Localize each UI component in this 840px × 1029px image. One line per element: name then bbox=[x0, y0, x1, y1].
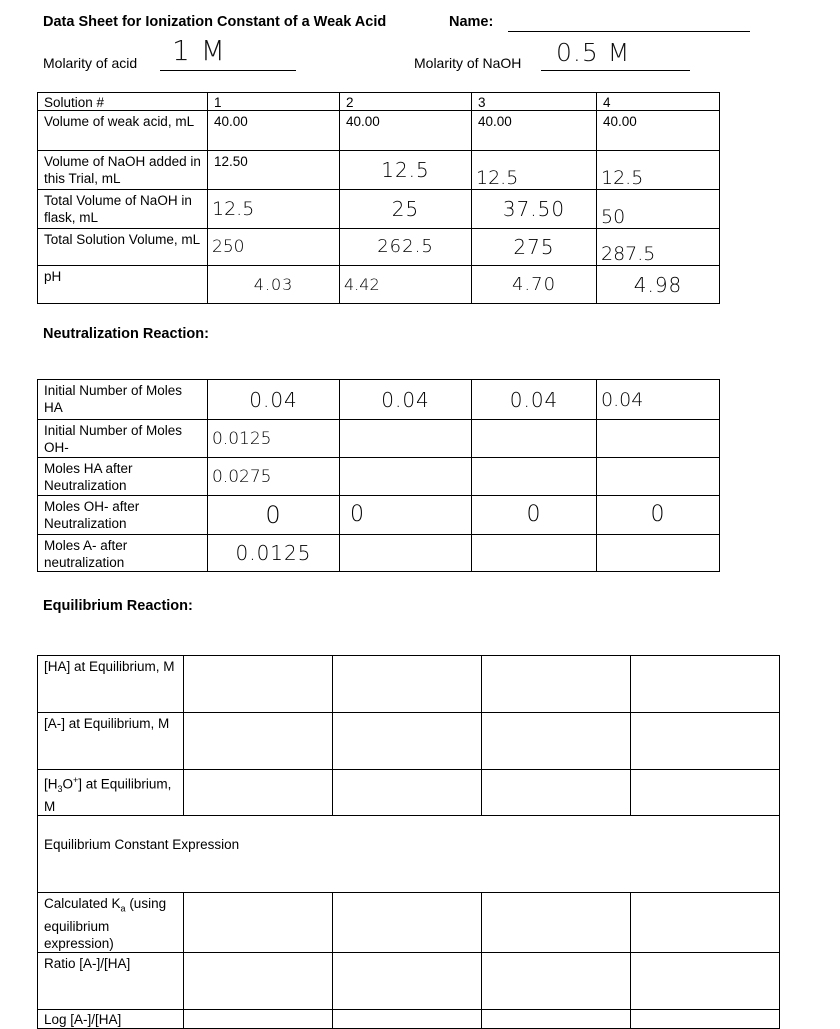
handwritten-value[interactable]: 0.0125 bbox=[208, 535, 340, 572]
handwritten-value[interactable]: 0.04 bbox=[597, 380, 720, 420]
table-row bbox=[38, 266, 720, 304]
equilibrium-table bbox=[37, 655, 780, 1029]
value-cell[interactable] bbox=[597, 420, 720, 458]
h3o-label-b: O bbox=[62, 776, 74, 792]
row-label: [A-] at Equilibrium, M bbox=[38, 713, 184, 770]
sheet-title: Data Sheet for Ionization Constant of a Weak Acid bbox=[43, 14, 387, 30]
value-cell[interactable] bbox=[184, 656, 333, 713]
handwritten-value[interactable]: 0.04 bbox=[208, 380, 340, 420]
table-row bbox=[38, 111, 720, 151]
value-cell[interactable] bbox=[184, 893, 333, 953]
handwritten-value[interactable]: 4.03 bbox=[208, 266, 340, 304]
value-cell[interactable] bbox=[631, 952, 780, 1009]
table-row bbox=[38, 713, 780, 770]
h3o-superscript: + bbox=[73, 775, 79, 785]
h3o-subscript: 3 bbox=[57, 784, 63, 795]
value-cell[interactable]: 40.00 bbox=[472, 111, 597, 151]
value-cell[interactable] bbox=[482, 952, 631, 1009]
value-cell[interactable] bbox=[472, 420, 597, 458]
row-label: Volume of NaOH added in this Trial, mL bbox=[38, 151, 208, 190]
table-row bbox=[38, 816, 780, 893]
handwritten-value[interactable]: 0 bbox=[597, 496, 720, 535]
value-cell[interactable] bbox=[631, 656, 780, 713]
value-cell[interactable] bbox=[184, 1009, 333, 1028]
handwritten-value[interactable]: 12.5 bbox=[340, 151, 472, 190]
value-cell[interactable] bbox=[631, 713, 780, 770]
table-row bbox=[38, 770, 780, 816]
row-label: Moles HA after Neutralization bbox=[38, 458, 208, 496]
molarity-naoh-label: Molarity of NaOH bbox=[414, 55, 522, 71]
value-cell[interactable] bbox=[597, 458, 720, 496]
value-cell[interactable] bbox=[482, 893, 631, 953]
value-cell[interactable] bbox=[333, 656, 482, 713]
handwritten-value[interactable]: 0 bbox=[208, 496, 340, 535]
handwritten-value[interactable]: 0 bbox=[472, 496, 597, 535]
value-cell[interactable] bbox=[482, 1009, 631, 1028]
value-cell[interactable] bbox=[482, 770, 631, 816]
molarity-naoh-value: 0.5 M bbox=[556, 38, 631, 67]
row-label: Initial Number of Moles OH- bbox=[38, 420, 208, 458]
header-cell: 2 bbox=[340, 93, 472, 111]
name-label: Name: bbox=[449, 14, 494, 30]
handwritten-value[interactable]: 4.98 bbox=[597, 266, 720, 304]
value-cell[interactable] bbox=[184, 770, 333, 816]
table-row bbox=[38, 1009, 780, 1028]
ka-label-b: (using equilibrium expression) bbox=[44, 896, 167, 951]
header-cell: 1 bbox=[208, 93, 340, 111]
value-cell[interactable] bbox=[482, 713, 631, 770]
row-label: Moles A- after neutralization bbox=[38, 535, 208, 572]
row-label: Log [A-]/[HA] bbox=[38, 1009, 184, 1028]
value-cell[interactable] bbox=[631, 893, 780, 953]
row-label: Moles OH- after Neutralization bbox=[38, 496, 208, 535]
value-cell[interactable]: 40.00 bbox=[208, 111, 340, 151]
row-label: Total Solution Volume, mL bbox=[38, 229, 208, 266]
expression-cell[interactable]: Equilibrium Constant Expression bbox=[38, 816, 780, 893]
equilibrium-title: Equilibrium Reaction: bbox=[43, 598, 193, 614]
table-row bbox=[38, 93, 720, 111]
handwritten-value[interactable]: 0.04 bbox=[472, 380, 597, 420]
table-row bbox=[38, 229, 720, 266]
handwritten-value[interactable]: 275 bbox=[472, 229, 597, 266]
table-row bbox=[38, 535, 720, 572]
table-row bbox=[38, 893, 780, 953]
row-label bbox=[38, 770, 184, 816]
ka-subscript: a bbox=[120, 903, 126, 914]
handwritten-value[interactable]: 0.0275 bbox=[208, 458, 340, 496]
header-cell: 4 bbox=[597, 93, 720, 111]
molarity-acid-label: Molarity of acid bbox=[43, 55, 138, 71]
row-label: [HA] at Equilibrium, M bbox=[38, 656, 184, 713]
handwritten-value[interactable]: 50 bbox=[597, 190, 720, 229]
header-cell: 3 bbox=[472, 93, 597, 111]
h3o-label-a: [H bbox=[44, 776, 58, 792]
row-label: Ratio [A-]/[HA] bbox=[38, 952, 184, 1009]
ka-label-a: Calculated K bbox=[44, 896, 121, 912]
table-row bbox=[38, 420, 720, 458]
handwritten-value[interactable]: 287.5 bbox=[597, 229, 720, 266]
handwritten-value[interactable]: 4.70 bbox=[472, 266, 597, 304]
value-cell[interactable] bbox=[631, 770, 780, 816]
value-cell[interactable]: 40.00 bbox=[340, 111, 472, 151]
value-cell[interactable] bbox=[472, 458, 597, 496]
table-row bbox=[38, 190, 720, 229]
value-cell[interactable] bbox=[333, 893, 482, 953]
header-cell: Solution # bbox=[38, 93, 208, 111]
table-row bbox=[38, 496, 720, 535]
handwritten-value[interactable]: 0.04 bbox=[340, 380, 472, 420]
h3o-label-c: ] at Equilibrium, M bbox=[44, 776, 172, 815]
table-row bbox=[38, 952, 780, 1009]
name-field[interactable] bbox=[508, 11, 750, 32]
value-cell[interactable] bbox=[472, 535, 597, 572]
table-row bbox=[38, 458, 720, 496]
value-cell[interactable] bbox=[340, 535, 472, 572]
handwritten-value[interactable]: 12.5 bbox=[597, 151, 720, 190]
handwritten-value[interactable]: 25 bbox=[340, 190, 472, 229]
value-cell[interactable] bbox=[597, 535, 720, 572]
value-cell[interactable] bbox=[333, 1009, 482, 1028]
handwritten-value[interactable]: 12.5 bbox=[208, 190, 340, 229]
molarity-acid-value: 1 M bbox=[172, 34, 226, 67]
handwritten-value[interactable]: 4.42 bbox=[340, 266, 472, 304]
handwritten-value[interactable]: 250 bbox=[208, 229, 340, 266]
value-cell[interactable] bbox=[631, 1009, 780, 1028]
solution-table bbox=[37, 92, 720, 304]
row-label: pH bbox=[38, 266, 208, 304]
value-cell[interactable] bbox=[184, 713, 333, 770]
handwritten-value[interactable]: 0.0125 bbox=[208, 420, 340, 458]
row-label: Volume of weak acid, mL bbox=[38, 111, 208, 151]
value-cell[interactable]: 12.50 bbox=[208, 151, 340, 190]
row-label: Total Volume of NaOH in flask, mL bbox=[38, 190, 208, 229]
value-cell[interactable] bbox=[482, 656, 631, 713]
value-cell[interactable]: 40.00 bbox=[597, 111, 720, 151]
neutralization-table bbox=[37, 379, 720, 572]
row-label bbox=[38, 893, 184, 953]
table-row bbox=[38, 380, 720, 420]
value-cell[interactable] bbox=[333, 952, 482, 1009]
value-cell[interactable] bbox=[333, 770, 482, 816]
handwritten-value[interactable]: 262.5 bbox=[340, 229, 472, 266]
table-row bbox=[38, 151, 720, 190]
row-label: Initial Number of Moles HA bbox=[38, 380, 208, 420]
value-cell[interactable] bbox=[184, 952, 333, 1009]
handwritten-value[interactable]: 0 bbox=[340, 496, 472, 535]
value-cell[interactable] bbox=[333, 713, 482, 770]
neutralization-title: Neutralization Reaction: bbox=[43, 326, 209, 342]
value-cell[interactable] bbox=[340, 420, 472, 458]
handwritten-value[interactable]: 12.5 bbox=[472, 151, 597, 190]
table-row bbox=[38, 656, 780, 713]
value-cell[interactable] bbox=[340, 458, 472, 496]
handwritten-value[interactable]: 37.50 bbox=[472, 190, 597, 229]
